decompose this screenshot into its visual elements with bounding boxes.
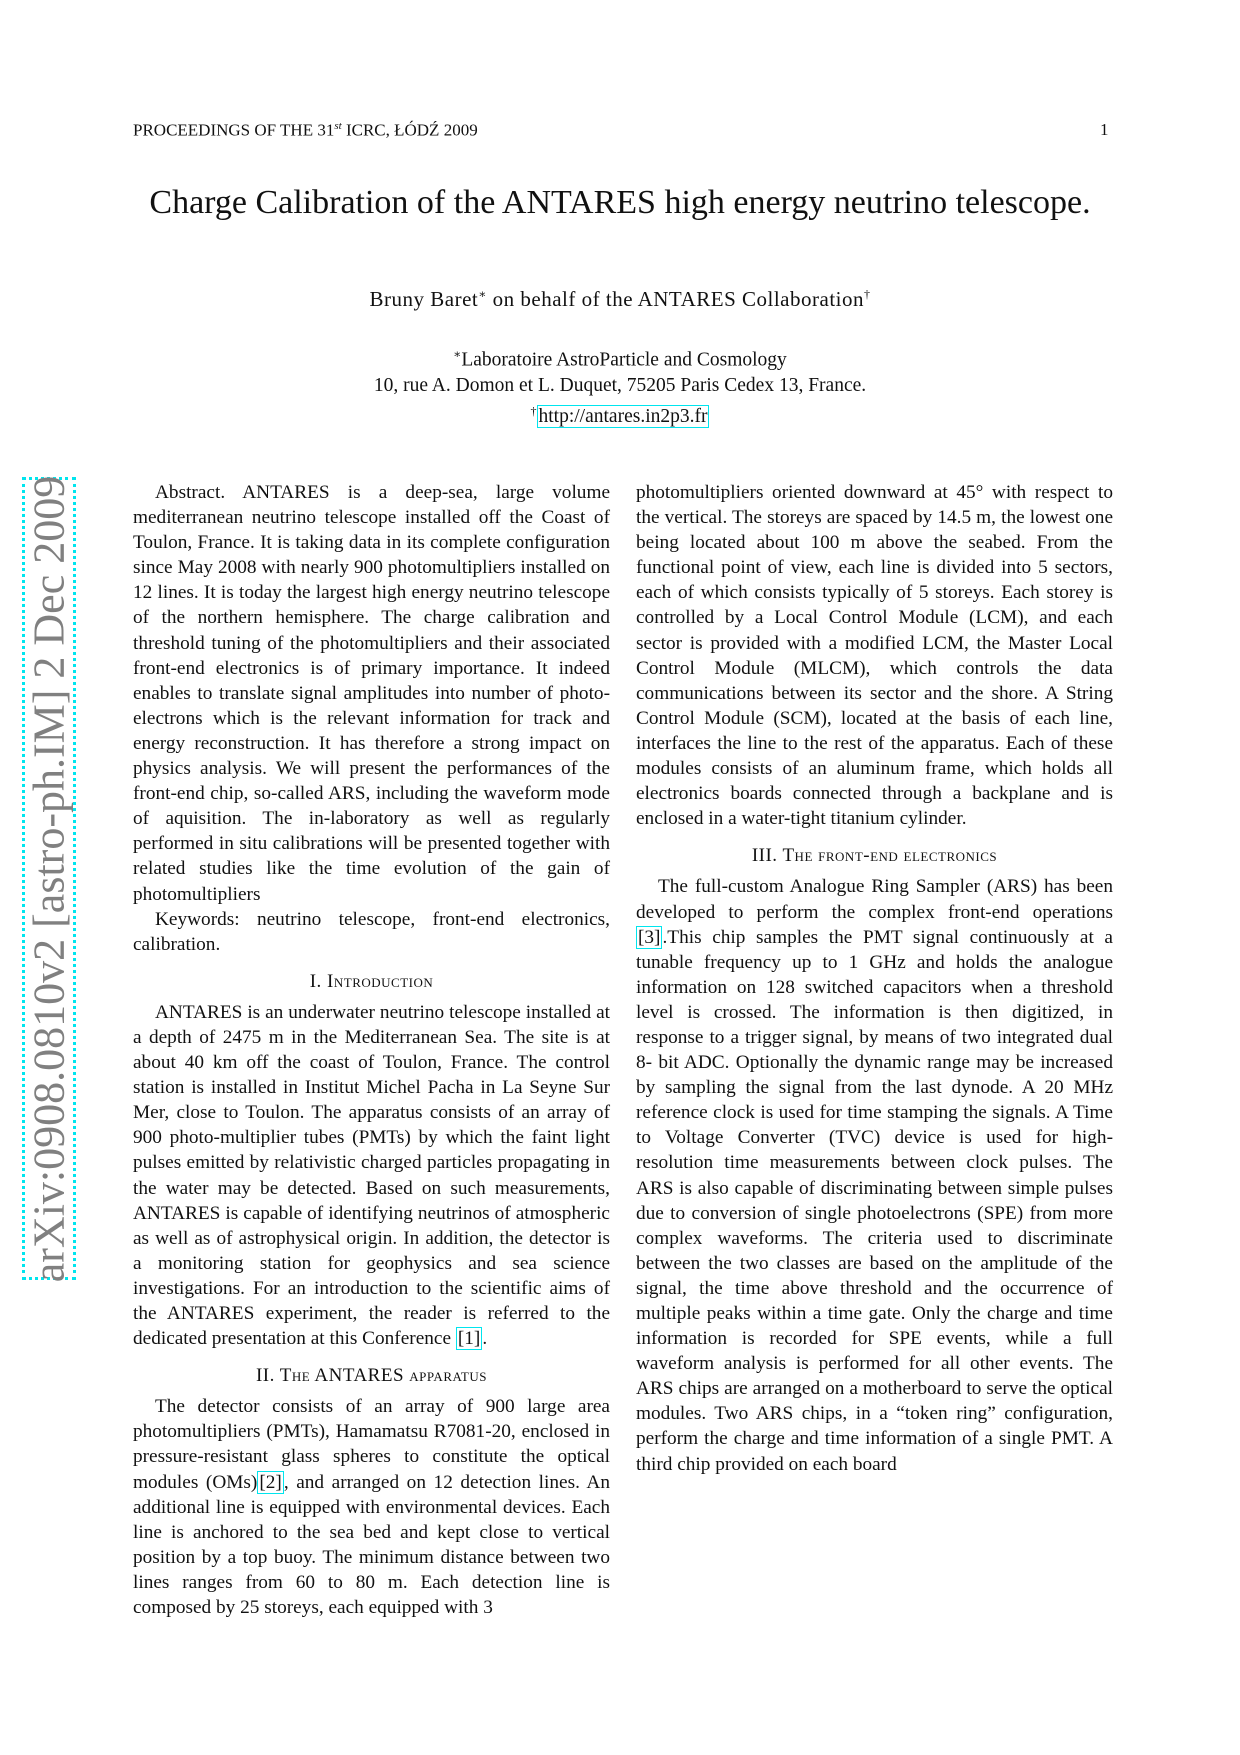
affil-institution: Laboratoire AstroParticle and Cosmology — [461, 349, 787, 371]
citation-link-2[interactable]: [2] — [259, 1471, 282, 1493]
collab-mark: † — [864, 287, 871, 301]
page-number: 1 — [1100, 120, 1109, 139]
apparatus-text-end: , and arranged on 12 detection lines. An additional line is equipped with environmental devices. Each line is anchored to the sea bed and kept close to vertical position by a top buoy. The minimum distance between two lines ranges from 60 to 80 m. Each detection line is composed by 25 storeys, each equipped with 3 — [133, 1471, 610, 1619]
introduction-paragraph — [133, 1000, 610, 1351]
affiliation — [140, 342, 1100, 430]
apparatus-paragraph — [133, 1394, 610, 1620]
frontend-text-end: .This chip samples the PMT signal continuously at a tunable frequency up to 1 GHz and holds the analogue information on 128 switched capacitors when a threshold level is crossed. The information is then digitized, in response to a trigger signal, by means of two integrated dual 8- bit ADC. Optionally the dynamic range may be increased by sampling the signal from the last dynode. A 20 MHz reference clock is used for time stamping the signals. A Time to Voltage Converter (TVC) device is used for high-resolution time measurements between clock pulses. The ARS is also capable of discriminating between simple pulses due to conversion of single photoelectrons (SPE) from more complex waveforms. The criteria used to discriminate between the two classes are based on the amplitude of the signal, the time above threshold and the occurrence of multiple peaks within a time gate. Only the charge and time information is recorded for SPE events, while a full waveform analysis is performed for all other events. The ARS chips are arranged on a motherboard to serve the optical modules. Two ARS chips, in a “token ring” configuration, perform the charge and time information of a single PMT. A third chip provided on each board — [636, 926, 1113, 1475]
frontend-paragraph — [636, 874, 1113, 1476]
running-head — [133, 120, 478, 141]
running-head-text: PROCEEDINGS OF THE 31 — [133, 120, 335, 140]
section-heading-introduction: I. Introduction — [309, 970, 434, 992]
arxiv-stamp-text: arXiv:0908.0810v2 [astro-ph.IM] 2 Dec 2009 — [24, 475, 74, 1282]
section-heading-frontend: III. The front-end electronics — [751, 845, 998, 867]
paper-title: Charge Calibration of the ANTARES high energy neutrino telescope. — [149, 184, 1091, 221]
running-head-text-end: ICRC, ŁÓDŹ 2009 — [341, 120, 478, 140]
arxiv-stamp — [22, 477, 76, 1280]
right-column — [636, 480, 1113, 1477]
intro-text: ANTARES is an underwater neutrino telescope installed at a depth of 2475 m in the Mediterranean Sea. The site is at about 40 km off the coast of Toulon, France. The control station is installed in Institut Michel Pacha in La Seyne Sur Mer, close to Toulon. The apparatus consists of an array of 900 photo-multiplier tubes (PMTs) by which the faint light pulses emitted by relativistic charged particles propagating in the water may be detected. Based on such measurements, ANTARES is capable of identifying neutrinos of atmospheric as well as of astrophysical origin. In addition, the detector is a monitoring station for geophysics and sea science investigations. For an introduction to the scientific aims of the ANTARES experiment, the reader is referred to the dedicated presentation at this Conference — [133, 1001, 610, 1350]
section-heading-apparatus: II. The ANTARES apparatus — [255, 1365, 487, 1387]
citation-link-3[interactable]: [3] — [638, 926, 661, 948]
keywords: Keywords: neutrino telescope, front-end electronics, calibration. — [133, 908, 610, 955]
collaboration-url-link[interactable]: http://antares.in2p3.fr — [538, 406, 708, 427]
authors — [140, 287, 1100, 312]
author-mark: ∗ — [478, 287, 487, 301]
citation-link-1[interactable]: [1] — [457, 1328, 481, 1350]
frontend-text: The full-custom Analogue Ring Sampler (ARS) has been developed to perform the complex front-end operations — [636, 876, 1113, 923]
author-collab: on behalf of the ANTARES Collaboration — [486, 287, 864, 311]
author-name: Bruny Baret — [369, 287, 479, 311]
url-mark: † — [530, 403, 537, 418]
abstract: Abstract. ANTARES is a deep-sea, large volume mediterranean neutrino telescope installed off the Coast of Toulon, France. It is taking data in its complete configuration since May 2008 with nearly 900 photomultipliers installed on 12 lines. It is today the largest high energy neutrino telescope of the northern hemisphere. The charge calibration and threshold tuning of the photomultipliers and their associated front-end electronics is of primary importance. It indeed enables to translate signal amplitudes into number of photo-electrons which is the relevant information for track and energy reconstruction. It has therefore a strong impact on physics analysis. We will present the performances of the front-end chip, so-called ARS, including the waveform mode of aquisition. The in-laboratory as well as regularly performed in situ calibrations will be presented together with related studies like the time evolution of the gain of photomultipliers — [133, 482, 610, 905]
apparatus-text: The detector consists of an array of 900 large area photomultipliers (PMTs), Hamamatsu R7081-20, enclosed in pressure-resistant glass spheres to constitute the optical modules (OMs) — [133, 1396, 610, 1493]
left-column — [133, 480, 610, 1620]
running-head-superscript: st — [334, 120, 342, 132]
affil-address: 10, rue A. Domon et L. Duquet, 75205 Paris Cedex 13, France. — [373, 375, 867, 396]
apparatus-paragraph-continued: photomultipliers oriented downward at 45° with respect to the vertical. The storeys are spaced by 14.5 m, the lowest one being located about 100 m above the seabed. From the functional point of view, each line is divided into 5 sectors, each of which consists typically of 5 storeys. Each storey is controlled by a Local Control Module (LCM), and each sector is provided with a modified LCM, the Master Local Control Module (MLCM), which controls the data communications between its sector and the shore. A String Control Module (SCM), located at the basis of each line, interfaces the line to the rest of the apparatus. Each of these modules consists of an aluminum frame, which holds all electronics boards connected through a backplane and is enclosed in a water-tight titanium cylinder. — [636, 482, 1113, 830]
intro-text-end: . — [482, 1328, 488, 1350]
affil-mark: ∗ — [453, 347, 462, 361]
